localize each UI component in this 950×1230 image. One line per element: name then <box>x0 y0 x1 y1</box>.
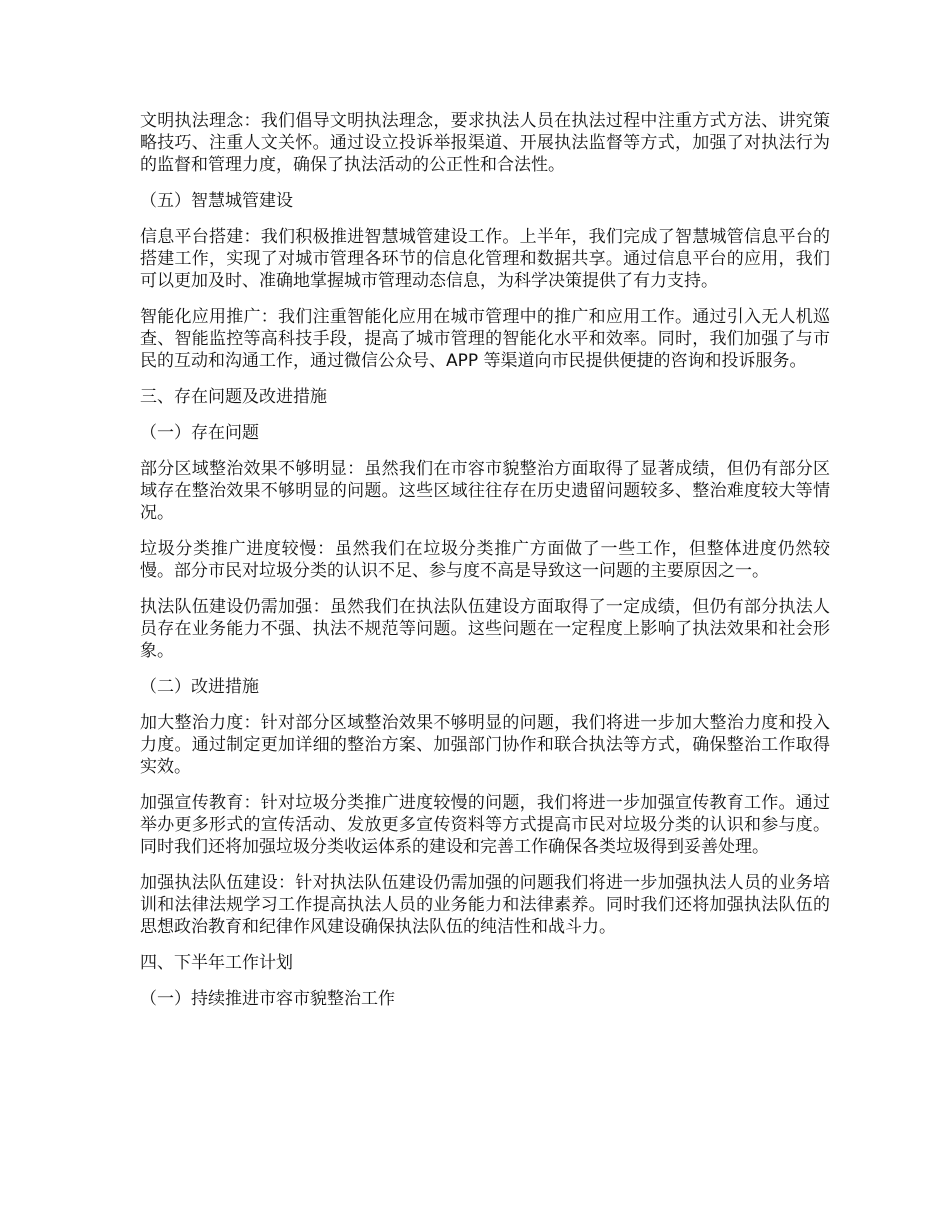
para-smart-application: 智能化应用推广：我们注重智能化应用在城市管理中的推广和应用工作。通过引入无人机巡查、智能监控等高科技手段，提高了城市管理的智能化水平和效率。同时，我们加强了与市民的互动和沟通工作，通过微信公众号、APP 等渠道向市民提供便捷的咨询和投诉服务。 <box>140 307 830 371</box>
para-measure-team: 加强执法队伍建设：针对执法队伍建设仍需加强的问题我们将进一步加强执法人员的业务培训和法律法规学习工作提高执法人员的业务能力和法律素养。同时我们还将加强执法队伍的思想政治教育和纪律作风建设确保执法队伍的纯洁性和战斗力。 <box>140 873 830 937</box>
heading-problems-and-measures: 三、存在问题及改进措施 <box>140 387 327 407</box>
heading-smart-city-management: （五）智慧城管建设 <box>140 191 293 211</box>
para-measure-education: 加强宣传教育：针对垃圾分类推广进度较慢的问题，我们将进一步加强宣传教育工作。通过举办更多形式的宣传活动、发放更多宣传资料等方式提高市民对垃圾分类的认识和参与度。同时我们还将加强垃圾分类收运体系的建设和完善工作确保各类垃圾得到妥善处理。 <box>140 793 830 857</box>
heading-continue-remediation: （一）持续推进市容市貌整治工作 <box>140 989 395 1009</box>
para-problem-team: 执法队伍建设仍需加强：虽然我们在执法队伍建设方面取得了一定成绩，但仍有部分执法人员存在业务能力不强、执法不规范等问题。这些问题在一定程度上影响了执法效果和社会形象。 <box>140 597 830 661</box>
heading-improvement-measures: （二）改进措施 <box>140 677 259 697</box>
para-problem-garbage: 垃圾分类推广进度较慢：虽然我们在垃圾分类推广方面做了一些工作，但整体进度仍然较慢。部分市民对垃圾分类的认识不足、参与度不高是导致这一问题的主要原因之一。 <box>140 539 830 581</box>
para-civilized-enforcement: 文明执法理念：我们倡导文明执法理念，要求执法人员在执法过程中注重方式方法、讲究策略技巧、注重人文关怀。通过设立投诉举报渠道、开展执法监督等方式，加强了对执法行为的监督和管理力度，确保了执法活动的公正性和合法性。 <box>140 111 830 175</box>
heading-second-half-plan: 四、下半年工作计划 <box>140 953 293 973</box>
para-info-platform: 信息平台搭建：我们积极推进智慧城管建设工作。上半年，我们完成了智慧城管信息平台的搭建工作，实现了对城市管理各环节的信息化管理和数据共享。通过信息平台的应用，我们可以更加及时、准确地掌握城市管理动态信息，为科学决策提供了有力支持。 <box>140 227 830 291</box>
document-page <box>140 110 830 1024</box>
heading-existing-problems: （一）存在问题 <box>140 423 259 443</box>
para-problem-remediation: 部分区域整治效果不够明显：虽然我们在市容市貌整治方面取得了显著成绩，但仍有部分区域存在整治效果不够明显的问题。这些区域往往存在历史遗留问题较多、整治难度较大等情况。 <box>140 459 830 523</box>
para-measure-remediation: 加大整治力度：针对部分区域整治效果不够明显的问题，我们将进一步加大整治力度和投入力度。通过制定更加详细的整治方案、加强部门协作和联合执法等方式，确保整治工作取得实效。 <box>140 713 830 777</box>
